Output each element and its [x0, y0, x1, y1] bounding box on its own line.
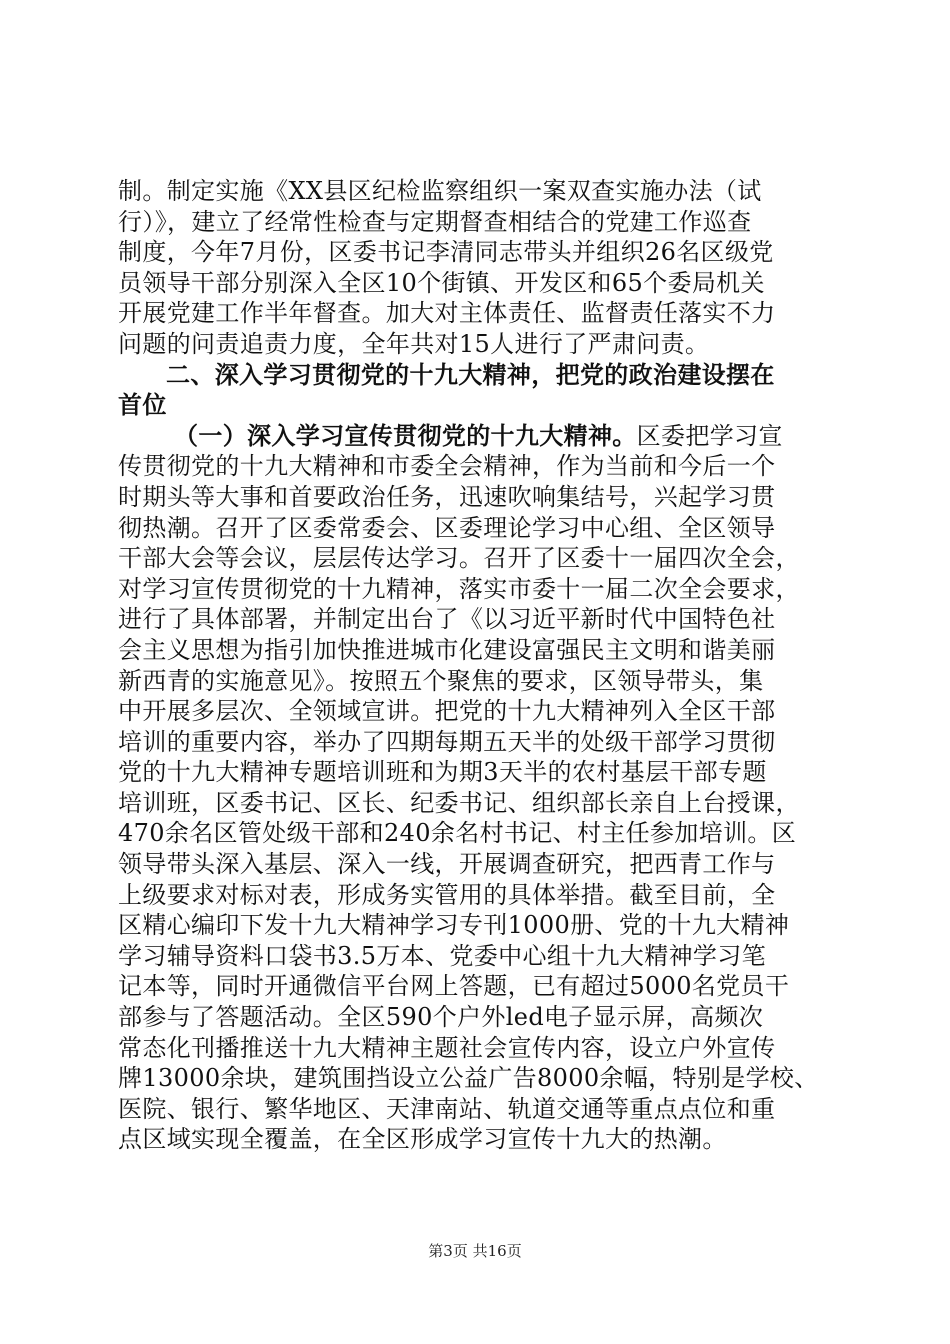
body-line: 记本等，同时开通微信平台网上答题，已有超过5000名党员干: [118, 972, 790, 1001]
body-line: 开展党建工作半年督查。加大对主体责任、监督责任落实不力: [118, 299, 776, 328]
subsection-first-line: [118, 421, 830, 452]
body-line: 部参与了答题活动。全区590个户外led电子显示屏，高频次: [118, 1003, 764, 1032]
subsection-title: （一）深入学习宣传贯彻党的十九大精神。: [174, 420, 637, 450]
body-line: 中开展多层次、全领域宣讲。把党的十九大精神列入全区干部: [118, 697, 776, 726]
body-line: 会主义思想为指引加快推进城市化建设富强民主文明和谐美丽: [118, 635, 776, 664]
body-line: 制。制定实施《XX县区纪检监察组织一案双查实施办法（试: [118, 177, 762, 205]
body-line: 医院、银行、繁华地区、天津南站、轨道交通等重点点位和重: [118, 1094, 776, 1123]
body-line: 传贯彻党的十九大精神和市委全会精神，作为当前和今后一个: [118, 452, 776, 481]
body-text: 区委把学习宣: [636, 421, 783, 450]
body-line: 对学习宣传贯彻党的十九精神，落实市委十一届二次全会要求，: [118, 574, 800, 603]
body-line: 学习辅导资料口袋书3.5万本、党委中心组十九大精神学习笔: [118, 941, 766, 970]
section-heading: 二、深入学习贯彻党的十九大精神，把党的政治建设摆在: [166, 360, 775, 389]
body-line: 彻热潮。召开了区委常委会、区委理论学习中心组、全区领导: [118, 513, 776, 542]
body-line: 员领导干部分别深入全区10个街镇、开发区和65个委局机关: [118, 268, 765, 297]
body-line: 制度，今年7月份，区委书记李清同志带头并组织26名区级党: [118, 238, 774, 267]
body-line: 进行了具体部署，并制定出台了《以习近平新时代中国特色社: [118, 605, 776, 634]
body-line: 470余名区管处级干部和240余名村书记、村主任参加培训。区: [118, 819, 797, 848]
body-line: 行）》，建立了经常性检查与定期督查相结合的党建工作巡查: [118, 207, 752, 236]
body-line: 培训班，区委书记、区长、纪委书记、组织部长亲自上台授课，: [118, 788, 800, 817]
body-line: 牌13000余块，建筑围挡设立公益广告8000余幅，特别是学校、: [118, 1064, 819, 1093]
page-number-footer: 第3页 共16页: [428, 1242, 522, 1260]
body-line: 常态化刊播推送十九大精神主题社会宣传内容，设立户外宣传: [118, 1033, 776, 1062]
body-line: 问题的问责追责力度，全年共对15人进行了严肃问责。: [118, 329, 710, 358]
body-line: 干部大会等会议，层层传达学习。召开了区委十一届四次全会，: [118, 544, 800, 573]
body-line: 区精心编印下发十九大精神学习专刊1000册、党的十九大精神: [118, 911, 790, 940]
body-line: 点区域实现全覆盖，在全区形成学习宣传十九大的热潮。: [118, 1125, 727, 1154]
section-heading-continued: 首位: [118, 391, 167, 420]
body-line: 新西青的实施意见》。按照五个聚焦的要求，区领导带头，集: [118, 666, 764, 695]
document-body: [118, 176, 830, 1155]
body-line: 上级要求对标对表，形成务实管用的具体举措。截至目前，全: [118, 880, 776, 909]
body-line: 领导带头深入基层、深入一线，开展调查研究，把西青工作与: [118, 850, 776, 879]
body-line: 党的十九大精神专题培训班和为期3天半的农村基层干部专题: [118, 758, 767, 787]
body-line: 时期头等大事和首要政治任务，迅速吹响集结号，兴起学习贯: [118, 482, 776, 511]
body-line: 培训的重要内容，举办了四期每期五天半的处级干部学习贯彻: [118, 727, 776, 756]
